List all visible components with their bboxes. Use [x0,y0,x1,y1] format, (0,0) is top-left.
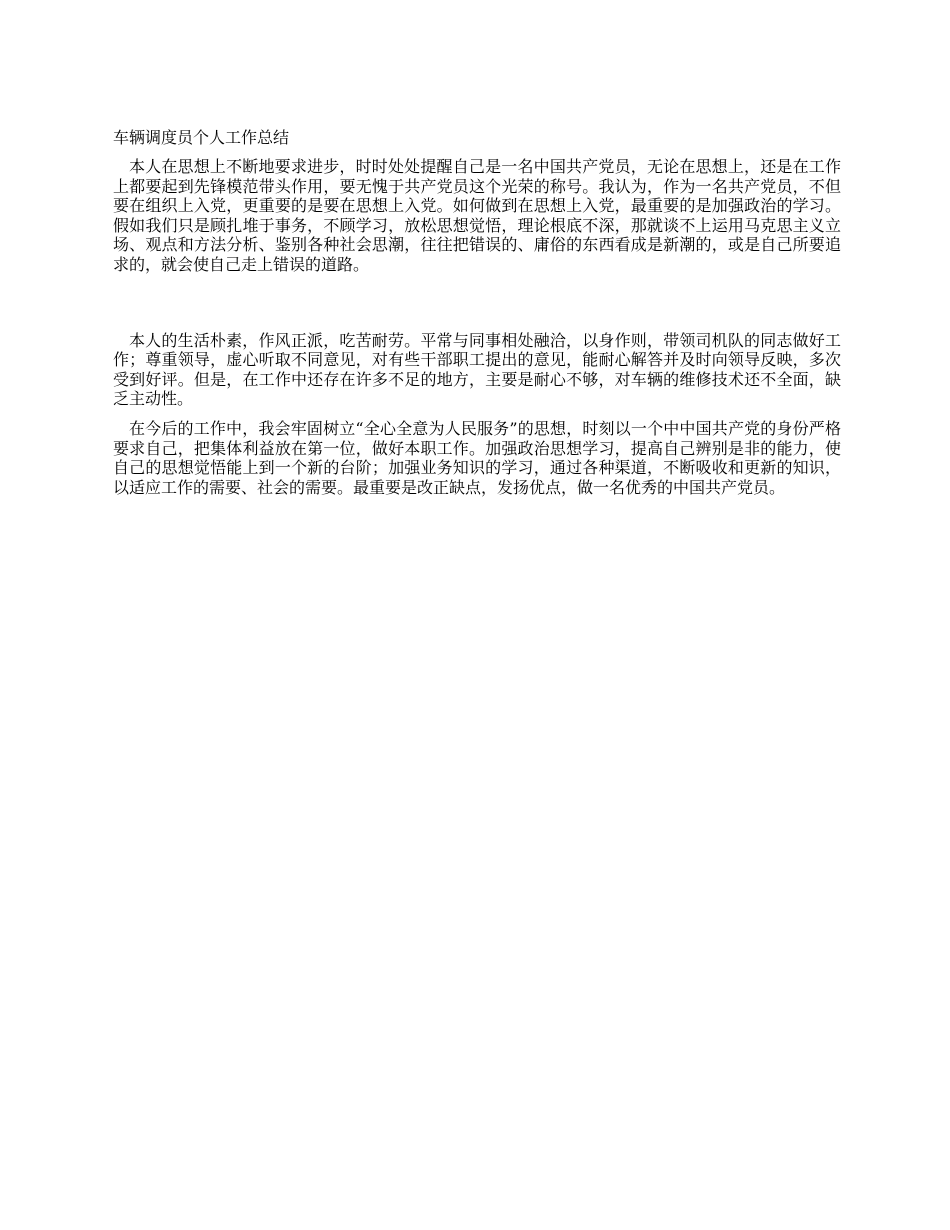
document-title: 车辆调度员个人工作总结 [113,128,290,147]
paragraph-future-plans: 在今后的工作中，我会牢固树立“全心全意为人民服务”的思想，时刻以一个中中国共产党的身份严格要求自己，把集体利益放在第一位，做好本职工作。加强政治思想学习，提高自己辨别是非的能力，使自己的思想觉悟能上到一个新的台阶；加强业务知识的学习，通过各种渠道，不断吸收和更新的知识，以适应工作的需要、社会的需要。最重要是改正缺点，发扬优点，做一名优秀的中国共产党员。 [113,418,841,497]
document-page [113,127,841,497]
paragraph-conduct: 本人的生活朴素，作风正派，吃苦耐劳。平常与同事相处融洽，以身作则，带领司机队的同志做好工作；尊重领导，虚心听取不同意见，对有些干部职工提出的意见，能耐心解答并及时向领导反映，多次受到好评。但是，在工作中还存在许多不足的地方，主要是耐心不够，对车辆的维修技术还不全面，缺乏主动性。 [113,330,841,409]
paragraph-ideology: 本人在思想上不断地要求进步，时时处处提醒自己是一名中国共产党员，无论在思想上，还是在工作上都要起到先锋模范带头作用，要无愧于共产党员这个光荣的称号。我认为，作为一名共产党员，不但要在组织上入党，更重要的是要在思想上入党。如何做到在思想上入党，最重要的是加强政治的学习。假如我们只是顾扎堆于事务，不顾学习，放松思想觉悟，理论根底不深，那就谈不上运用马克思主义立场、观点和方法分析、鉴别各种社会思潮，往往把错误的、庸俗的东西看成是新潮的，或是自己所要追求的，就会使自己走上错误的道路。 [113,157,841,274]
